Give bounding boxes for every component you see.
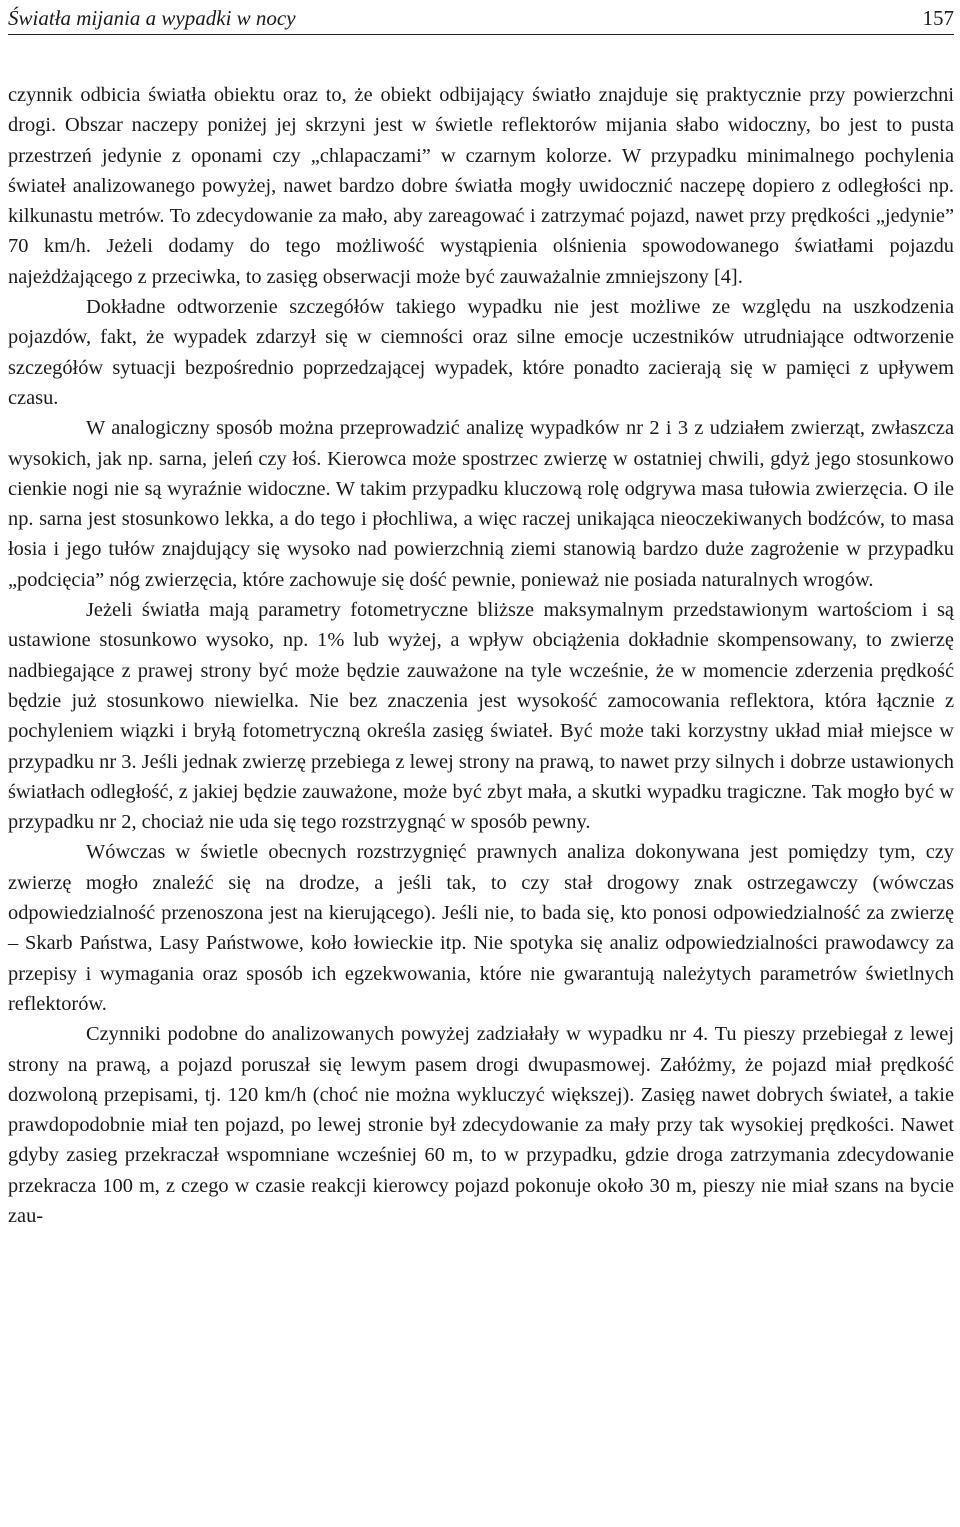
paragraph: Jeżeli światła mają parametry fotometryczne bliższe maksymalnym przedstawionym wartościom i są ustawione stosunkowo wysoko, np. 1% lub wyżej, a wpływ obciążenia dokładnie skompensowany, to zwierzę nadbiegające z prawej strony być może będzie zauważone na tyle wcześnie, że w momencie zderzenia prędkość będzie już stosunkowo niewielka. Nie bez znaczenia jest wysokość zamocowania reflektora, która łącznie z pochyleniem wiązki i bryłą fotometryczną określa zasięg świateł. Być może taki korzystny układ miał miejsce w przypadku nr 3. Jeśli jednak zwierzę przebiega z lewej strony na prawą, to nawet przy silnych i dobrze ustawionych światłach odległość, z jakiej będzie zauważone, może być zbyt mała, a skutki wypadku tragiczne. Tak mogło być w przypadku nr 2, chociaż nie uda się tego rozstrzygnąć w sposób pewny.: [8, 599, 954, 834]
paragraph-continued: czynnik odbicia światła obiektu oraz to, że obiekt odbijający światło znajduje się praktycznie przy powierzchni drogi. Obszar naczepy poniżej jej skrzyni jest w świetle reflektorów mijania słabo widoczny, bo jest to pusta przestrzeń jedynie z oponami czy „chlapaczami” w czarnym kolorze. W przypadku minimalnego pochylenia świateł analizowanego powyżej, nawet bardzo dobre światła mogły uwidocznić naczepę dopiero z odległości np. kilkunastu metrów. To zdecydowanie za mało, aby zareagować i zatrzymać pojazd, nawet przy prędkości „jedynie” 70 km/h. Jeżeli dodamy do tego możliwość wystąpienia olśnienia spowodowanego światłami pojazdu najeżdżającego z przeciwka, to zasięg obserwacji może być zauważalnie zmniejszony [4].: [8, 84, 954, 288]
body-text: [8, 80, 954, 1231]
document-page: [8, 0, 954, 1527]
paragraph: W analogiczny sposób można przeprowadzić analizę wypadków nr 2 i 3 z udziałem zwierząt, zwłaszcza wysokich, jak np. sarna, jeleń czy łoś. Kierowca może spostrzec zwierzę w ostatniej chwili, gdyż jego stosunkowo cienkie nogi nie są wyraźnie widoczne. W takim przypadku kluczową rolę odgrywa masa tułowia zwierzęcia. O ile np. sarna jest stosunkowo lekka, a do tego i płochliwa, a więc raczej unikająca nieoczekiwanych bodźców, to masa łosia i jego tułów znajdujący się wysoko nad powierzchnią ziemi stanowią bardzo duże zagrożenie w przypadku „podcięcia” nóg zwierzęcia, które zachowuje się dość pewnie, ponieważ nie posiada naturalnych wrogów.: [8, 417, 954, 591]
paragraph: Wówczas w świetle obecnych rozstrzygnięć prawnych analiza dokonywana jest pomiędzy tym, czy zwierzę mogło znaleźć się na drodze, a jeśli tak, to czy stał drogowy znak ostrzegawczy (wówczas odpowiedzialność przenoszona jest na kierującego). Jeśli nie, to bada się, kto ponosi odpowiedzialność za zwierzę – Skarb Państwa, Lasy Państwowe, koło łowieckie itp. Nie spotyka się analiz odpowiedzialności prawodawcy za przepisy i wymagania oraz sposób ich egzekwowania, które nie gwarantują należytych parametrów świetlnych reflektorów.: [8, 841, 954, 1015]
paragraph: Dokładne odtworzenie szczegółów takiego wypadku nie jest możliwe ze względu na uszkodzenia pojazdów, fakt, że wypadek zdarzył się w ciemności oraz silne emocje uczestników utrudniające odtworzenie szczegółów sytuacji bezpośrednio poprzedzającej wypadek, które ponadto zacierają się w pamięci z upływem czasu.: [8, 296, 954, 409]
running-header: [8, 0, 954, 35]
running-title: Światła mijania a wypadki w nocy: [8, 6, 296, 30]
page-number: 157: [922, 6, 954, 30]
paragraph: Czynniki podobne do analizowanych powyżej zadziałały w wypadku nr 4. Tu pieszy przebiegał z lewej strony na prawą, a pojazd poruszał się lewym pasem drogi dwupasmowej. Załóżmy, że pojazd miał prędkość dozwoloną przepisami, tj. 120 km/h (choć nie można wykluczyć większej). Zasięg nawet dobrych świateł, a takie prawdopodobnie miał ten pojazd, po lewej stronie był zdecydowanie za mały przy tak wysokiej prędkości. Nawet gdyby zasieg przekraczał wspomniane wcześniej 60 m, to w przypadku, gdzie droga zatrzymania zdecydowanie przekracza 100 m, z czego w czasie reakcji kierowcy pojazd pokonuje około 30 m, pieszy nie miał szans na bycie zau-: [8, 1023, 954, 1227]
